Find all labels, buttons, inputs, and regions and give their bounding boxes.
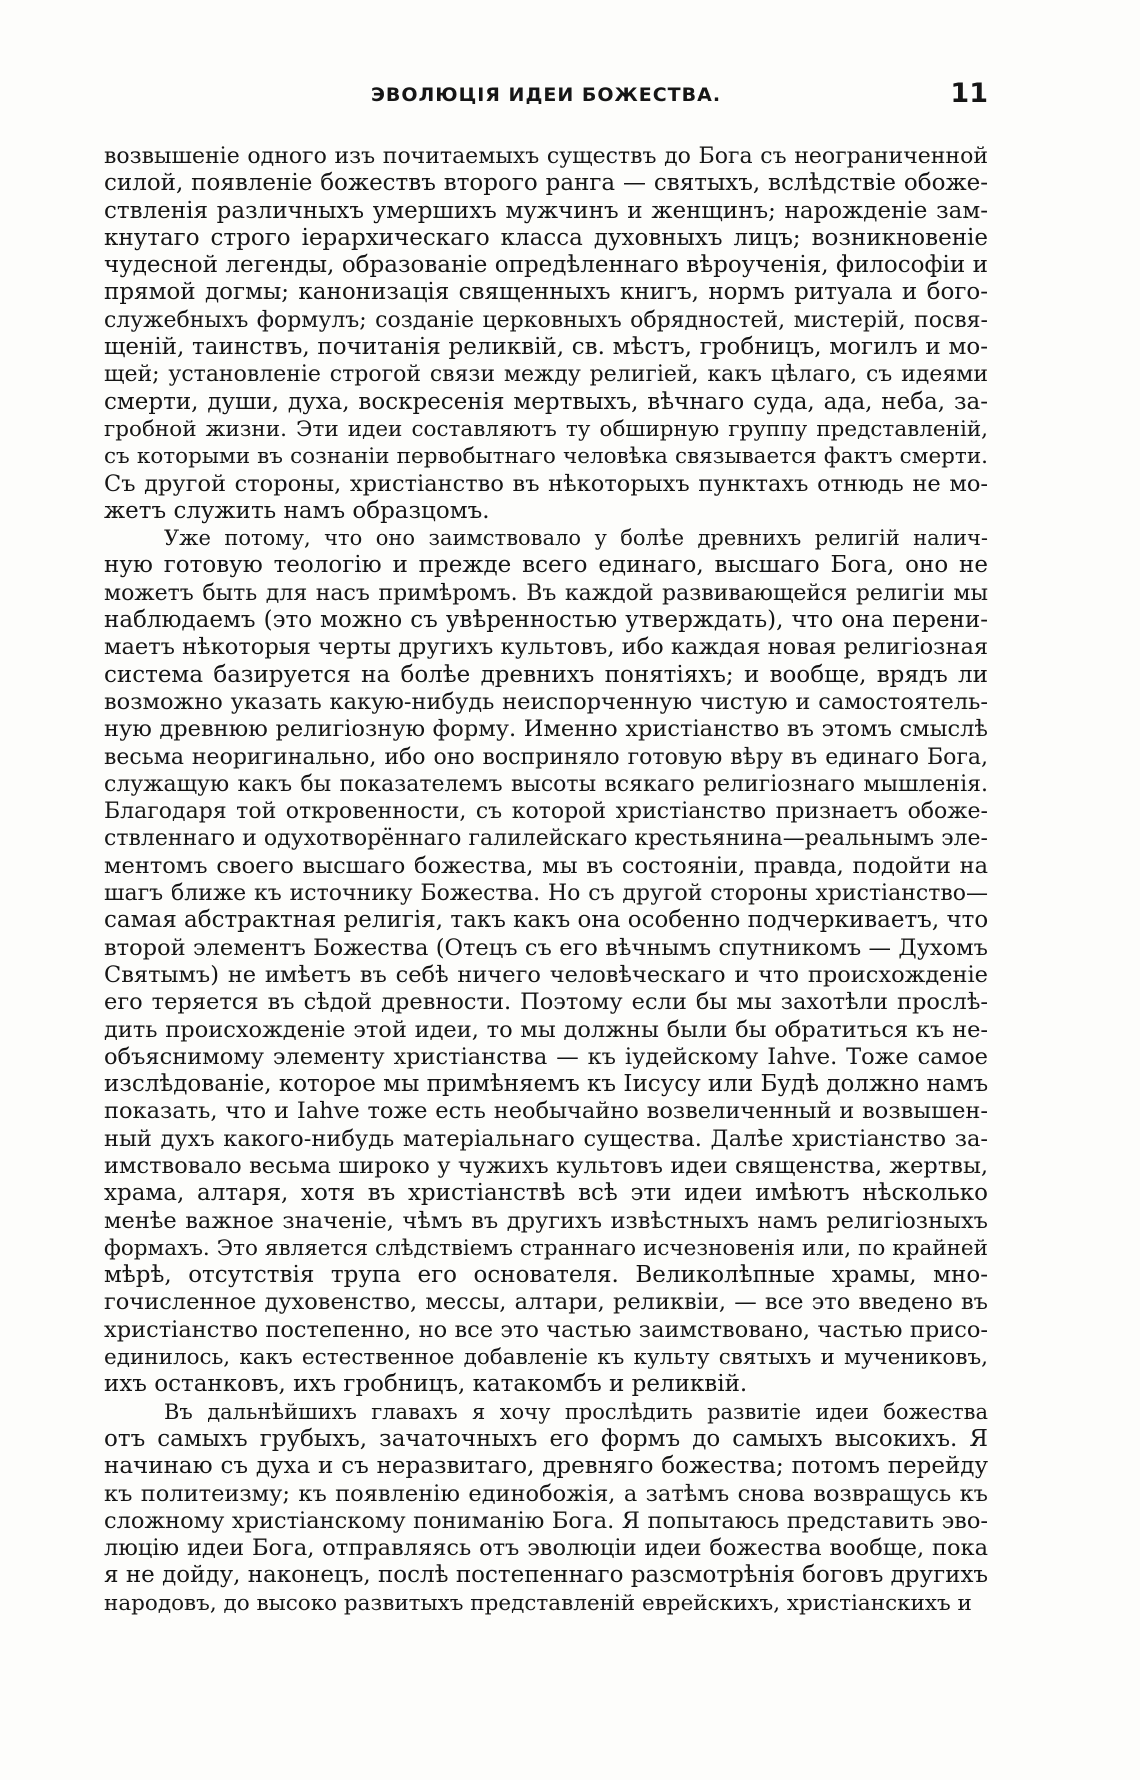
text-line: Съ другой стороны, христіанство въ нѣкоторыхъ пунктахъ отнюдь не мо- xyxy=(104,470,988,497)
paragraph xyxy=(104,143,988,525)
text-line: щеній, таинствъ, почитанія реликвій, св. мѣстъ, гробницъ, могилъ и мо- xyxy=(104,334,988,361)
text-line: возвышеніе одного изъ почитаемыхъ существъ до Бога съ неограниченной xyxy=(104,144,988,169)
text-line: ную древнюю религіозную форму. Именно христіанство въ этомъ смыслѣ xyxy=(104,716,988,743)
paragraph xyxy=(104,1399,988,1617)
text-line: силой, появленіе божествъ второго ранга — святыхъ, вслѣдствіе обоже- xyxy=(104,170,988,197)
text-line: ствленія различныхъ умершихъ мужчинъ и женщинъ; нарожденіе зам- xyxy=(104,197,988,224)
running-title: ЭВОЛЮЦІЯ ИДЕИ БОЖЕСТВА. xyxy=(370,84,722,106)
text-line: Уже потому, что оно заимствовало у болѣе древнихъ религій налич- xyxy=(164,526,988,551)
text-line: люцію идеи Бога, отправляясь отъ эволюціи идеи божества вообще, пока xyxy=(104,1535,988,1562)
text-line: шагъ ближе къ источнику Божества. Но съ другой стороны христіанство— xyxy=(104,881,988,907)
text-line: жетъ служить намъ образцомъ. xyxy=(104,497,490,524)
text-line: гочисленное духовенство, мессы, алтари, реликвіи, — все это введено въ xyxy=(104,1289,988,1316)
text-line: единилось, какъ естественное добавленіе къ культу святыхъ и мучениковъ, xyxy=(104,1345,988,1371)
text-line: кнутаго строго іерархическаго класса духовныхъ лицъ; возникновеніе xyxy=(104,224,988,251)
text-line: формахъ. Это является слѣдствіемъ страннаго исчезновенія или, по крайней xyxy=(104,1235,988,1261)
text-line: возможно указать какую-нибудь неиспорченную чистую и самостоятель- xyxy=(104,688,988,715)
text-line: система базируется на болѣе древнихъ понятіяхъ; и вообще, врядъ ли xyxy=(104,661,988,688)
text-line: ментомъ своего высшаго божества, мы въ состояніи, правда, подойти на xyxy=(104,852,988,879)
text-line: ную готовую теологію и прежде всего единаго, высшаго Бога, оно не xyxy=(104,552,988,579)
text-line: гробной жизни. Эти идеи составляютъ ту обширную группу представленій, xyxy=(104,416,988,442)
text-line: второй элементъ Божества (Отецъ съ его вѣчнымъ спутникомъ — Духомъ xyxy=(104,934,988,961)
text-line: Святымъ) не имѣетъ въ себѣ ничего человѣческаго и что происхожденіе xyxy=(104,961,988,988)
text-line: имствовало весьма широко у чужихъ культовъ идеи священства, жертвы, xyxy=(104,1152,988,1179)
text-line: можетъ быть для насъ примѣромъ. Въ каждой развивающейся религіи мы xyxy=(104,580,988,606)
text-line: народовъ, до высоко развитыхъ представленій еврейскихъ, христіанскихъ и xyxy=(104,1590,972,1616)
paragraph xyxy=(104,525,988,1399)
text-line: къ политеизму; къ появленію единобожія, а затѣмъ снова возвращусь къ xyxy=(104,1480,988,1507)
text-line: начинаю съ духа и съ неразвитаго, древняго божества; потомъ перейду xyxy=(104,1453,988,1480)
text-line: дить происхожденіе этой идеи, то мы должны были бы обратиться къ не- xyxy=(104,1016,988,1043)
text-line: чудесной легенды, образованіе опредѣленнаго вѣроученія, философіи и xyxy=(104,252,988,279)
text-line: прямой догмы; канонизація священныхъ книгъ, нормъ ритуала и бого- xyxy=(104,279,988,306)
text-line: мѣрѣ, отсутствія трупа его основателя. Великолѣпные храмы, мно- xyxy=(104,1262,988,1289)
text-line: самая абстрактная религія, такъ какъ она особенно подчеркиваетъ, что xyxy=(104,907,989,934)
text-line: Въ дальнѣйшихъ главахъ я хочу прослѣдить развитіе идеи божества xyxy=(164,1399,988,1424)
text-line: ный духъ какого-нибудь матеріальнаго существа. Далѣе христіанство за- xyxy=(104,1125,988,1152)
text-line: служебныхъ формулъ; созданіе церковныхъ обрядностей, мистерій, посвя- xyxy=(104,307,988,333)
text-line: Благодаря той откровенности, съ которой христіанство признаетъ обоже- xyxy=(104,799,988,825)
text-line: смерти, души, духа, воскресенія мертвыхъ, вѣчнаго суда, ада, неба, за- xyxy=(104,388,988,415)
running-head xyxy=(104,78,988,118)
text-line: ствленнаго и одухотворённаго галилейскаго крестьянина—реальнымъ эле- xyxy=(104,826,988,852)
text-line: изслѣдованіе, которое мы примѣняемъ къ Іисусу или Будѣ должно намъ xyxy=(104,1071,989,1098)
text-line: христіанство постепенно, но все это частью заимствовано, частью присо- xyxy=(104,1316,988,1343)
text-line: наблюдаемъ (это можно съ увѣренностью утверждать), что она перени- xyxy=(104,607,988,634)
text-line: служащую какъ бы показателемъ высоты всякаго религіознаго мышленія. xyxy=(104,771,988,797)
text-line: сложному христіанскому пониманію Бога. Я попытаюсь представить эво- xyxy=(104,1507,988,1534)
text-line: щей; установленіе строгой связи между религіей, какъ цѣлаго, съ идеями xyxy=(104,362,988,388)
body-text xyxy=(104,143,988,1617)
text-line: ихъ останковъ, ихъ гробницъ, катакомбъ и реликвій. xyxy=(104,1371,748,1398)
page-number: 11 xyxy=(950,78,988,109)
text-line: съ которыми въ сознаніи первобытнаго человѣка связывается фактъ смерти. xyxy=(104,444,988,470)
text-line: отъ самыхъ грубыхъ, зачаточныхъ его формъ до самыхъ высокихъ. Я xyxy=(104,1425,988,1452)
text-line: показать, что и Iahve тоже есть необычайно возвеличенный и возвышен- xyxy=(104,1098,988,1125)
text-line: его теряется въ сѣдой древности. Поэтому если бы мы захотѣли прослѣ- xyxy=(104,989,988,1016)
text-line: объяснимому элементу христіанства — къ іудейскому Iahve. Тоже самое xyxy=(104,1043,988,1070)
text-line: менѣе важное значеніе, чѣмъ въ другихъ извѣстныхъ намъ религіозныхъ xyxy=(104,1207,988,1234)
text-line: маетъ нѣкоторыя черты другихъ культовъ, ибо каждая новая религіозная xyxy=(104,634,989,661)
text-line: я не дойду, наконецъ, послѣ постепеннаго разсмотрѣнія боговъ другихъ xyxy=(104,1562,989,1589)
text-line: весьма неоригинально, ибо оно восприняло готовую вѣру въ единаго Бога, xyxy=(104,744,988,770)
text-line: храма, алтаря, хотя въ христіанствѣ всѣ эти идеи имѣютъ нѣсколько xyxy=(104,1180,988,1207)
